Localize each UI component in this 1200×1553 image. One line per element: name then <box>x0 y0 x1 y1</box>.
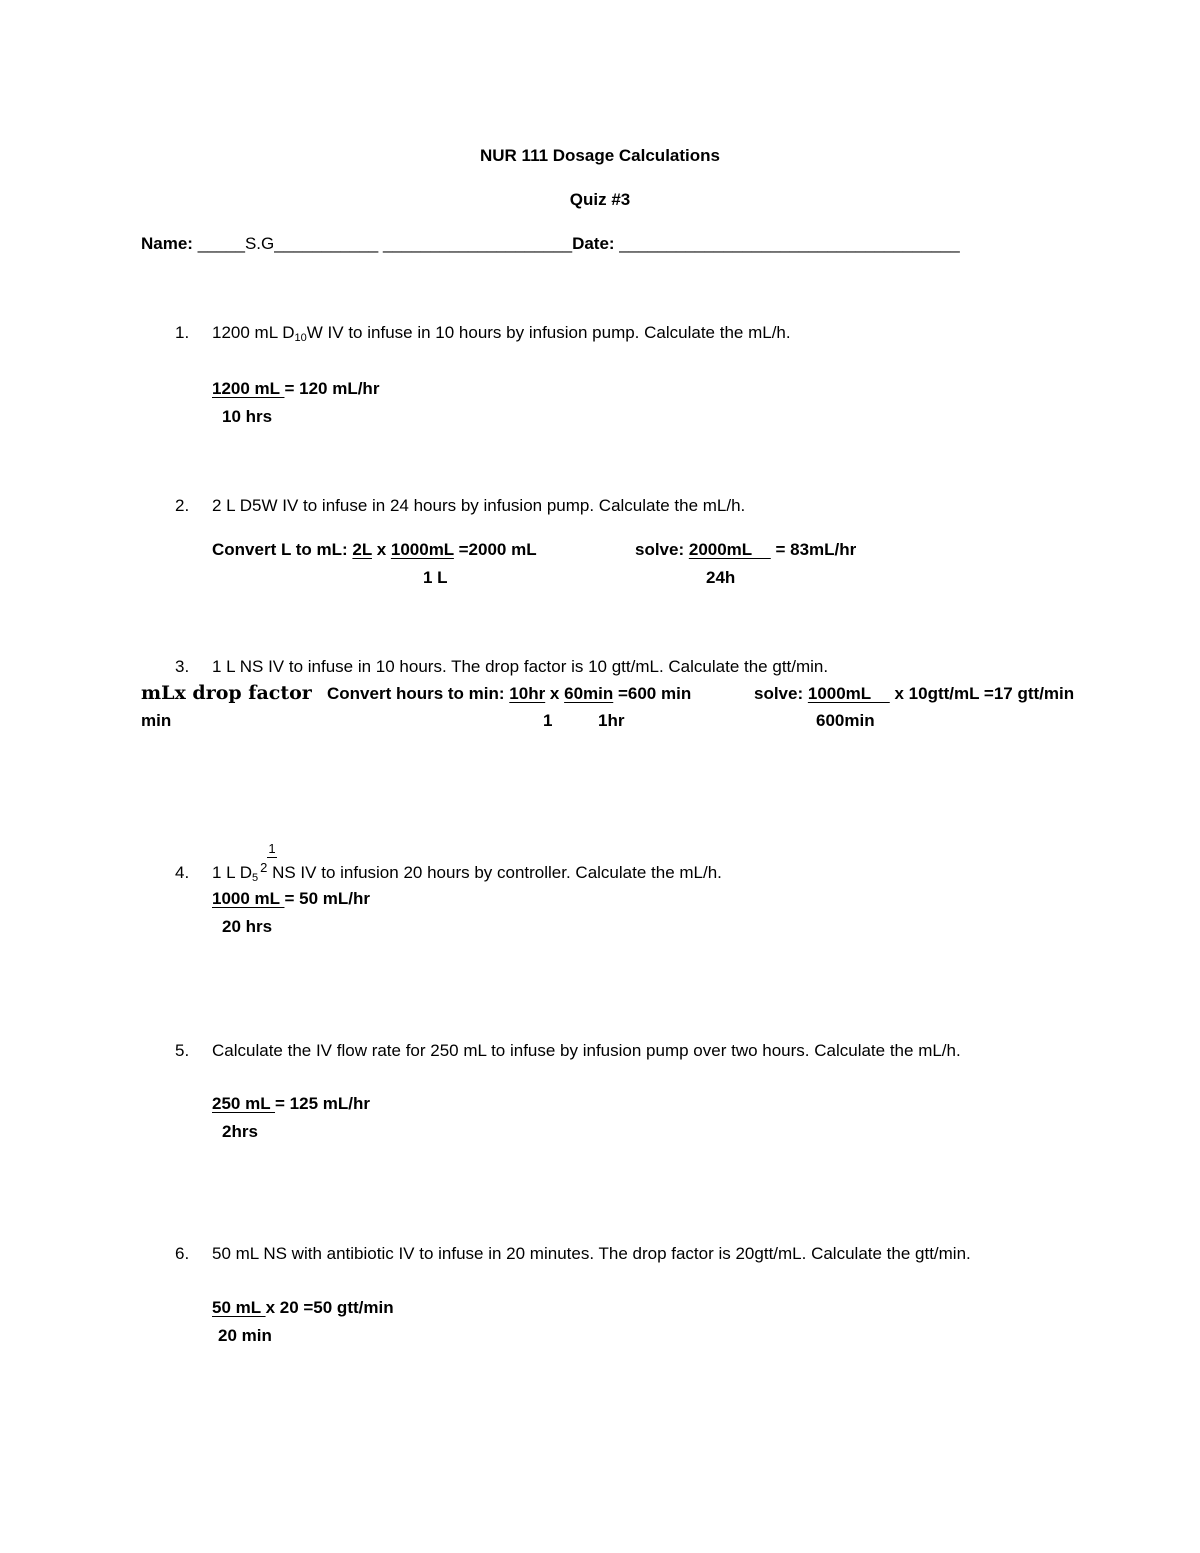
q6-denominator: 20 min <box>218 1326 272 1345</box>
page-title: NUR 111 Dosage Calculations <box>480 146 720 165</box>
q2-solve-result: = 83mL/hr <box>770 540 857 559</box>
q4-fraction-bar <box>267 857 277 858</box>
q2-solve <box>635 540 856 560</box>
q3-convert-x: x <box>545 684 565 703</box>
name-date-line <box>141 234 960 254</box>
q2-convert-denominator: 1 L <box>423 568 448 587</box>
q1-numerator: 1200 mL <box>212 379 285 398</box>
q3-convert-num2: 60min <box>564 684 614 703</box>
q3-text: 1 L NS IV to infuse in 10 hours. The drop factor is 10 gtt/mL. Calculate the gtt/min. <box>212 657 829 676</box>
q3-convert <box>327 684 691 704</box>
q3-solve-result: x 10gtt/mL =17 gtt/min <box>889 684 1075 703</box>
q3-formula-top: mLx drop factor <box>141 682 312 704</box>
q3-convert-num1: 10hr <box>509 684 546 703</box>
q6-text: 50 mL NS with antibiotic IV to infuse in 20 minutes. The drop factor is 20gtt/mL. Calculate the gtt/min. <box>212 1244 971 1263</box>
q2-text: 2 L D5W IV to infuse in 24 hours by infusion pump. Calculate the mL/h. <box>212 496 746 515</box>
q5-denominator: 2hrs <box>222 1122 258 1141</box>
q5-result: = 125 mL/hr <box>275 1094 370 1113</box>
q4-text-b: NS IV to infusion 20 hours by controller. Calculate the mL/h. <box>267 863 722 882</box>
q3-convert-result: =600 min <box>613 684 692 703</box>
q4-number: 4. <box>175 863 190 882</box>
q4-fraction-numerator: 1 <box>268 841 276 856</box>
q4-numerator: 1000 mL <box>212 889 285 908</box>
q2-convert <box>212 540 537 560</box>
q2-solve-label: solve: <box>635 540 689 559</box>
q4-text <box>212 860 722 884</box>
q3-solve <box>754 684 1074 704</box>
q3-solve-label: solve: <box>754 684 808 703</box>
q2-convert-x: x <box>371 540 391 559</box>
quiz-number: Quiz #3 <box>569 190 631 209</box>
q1-number: 1. <box>175 323 190 342</box>
q3-formula-bottom: min <box>141 711 172 730</box>
q2-convert-num1: 2L <box>352 540 372 559</box>
q1-subscript: 10 <box>294 332 307 344</box>
q5-number: 5. <box>175 1041 190 1060</box>
q5-text: Calculate the IV flow rate for 250 mL to infuse by infusion pump over two hours. Calculate the mL/h. <box>212 1041 961 1060</box>
q1-text-a: 1200 mL D <box>212 323 295 342</box>
q1-answer <box>212 379 379 399</box>
q3-convert-den1: 1 <box>543 711 553 730</box>
q6-numerator: 50 mL <box>212 1298 266 1317</box>
name-label: Name: <box>141 234 198 253</box>
q6-number: 6. <box>175 1244 190 1263</box>
q4-answer <box>212 889 370 909</box>
q6-result: x 20 =50 gtt/min <box>265 1298 394 1317</box>
date-field: ____________________________________ <box>619 234 960 253</box>
q4-subscript: 5 <box>252 872 259 884</box>
q1-text-b: W IV to infuse in 10 hours by infusion pump. Calculate the mL/h. <box>306 323 791 342</box>
name-field: _____S.G___________ ____________________ <box>197 234 573 253</box>
q3-solve-denominator: 600min <box>816 711 875 730</box>
q1-result: = 120 mL/hr <box>284 379 380 398</box>
q1-text <box>212 323 791 343</box>
q2-solve-num: 2000mL <box>688 540 771 559</box>
q3-convert-label: Convert hours to min: <box>327 684 510 703</box>
q1-denominator: 10 hrs <box>222 407 273 426</box>
q2-number: 2. <box>175 496 190 515</box>
q4-text-a: 1 L D <box>212 863 253 882</box>
q3-number: 3. <box>175 657 190 676</box>
q2-convert-result: =2000 mL <box>453 540 537 559</box>
q3-solve-num: 1000mL <box>807 684 890 703</box>
q2-convert-num2: 1000mL <box>390 540 454 559</box>
q2-convert-label: Convert L to mL: <box>212 540 353 559</box>
q6-answer <box>212 1298 394 1318</box>
q4-result: = 50 mL/hr <box>284 889 370 908</box>
date-label: Date: <box>572 234 620 253</box>
q5-answer <box>212 1094 370 1114</box>
q4-fraction-denominator: 2 <box>260 860 268 875</box>
q4-denominator: 20 hrs <box>222 917 273 936</box>
q5-numerator: 250 mL <box>212 1094 276 1113</box>
q3-convert-den2: 1hr <box>598 711 625 730</box>
q2-solve-denominator: 24h <box>706 568 736 587</box>
